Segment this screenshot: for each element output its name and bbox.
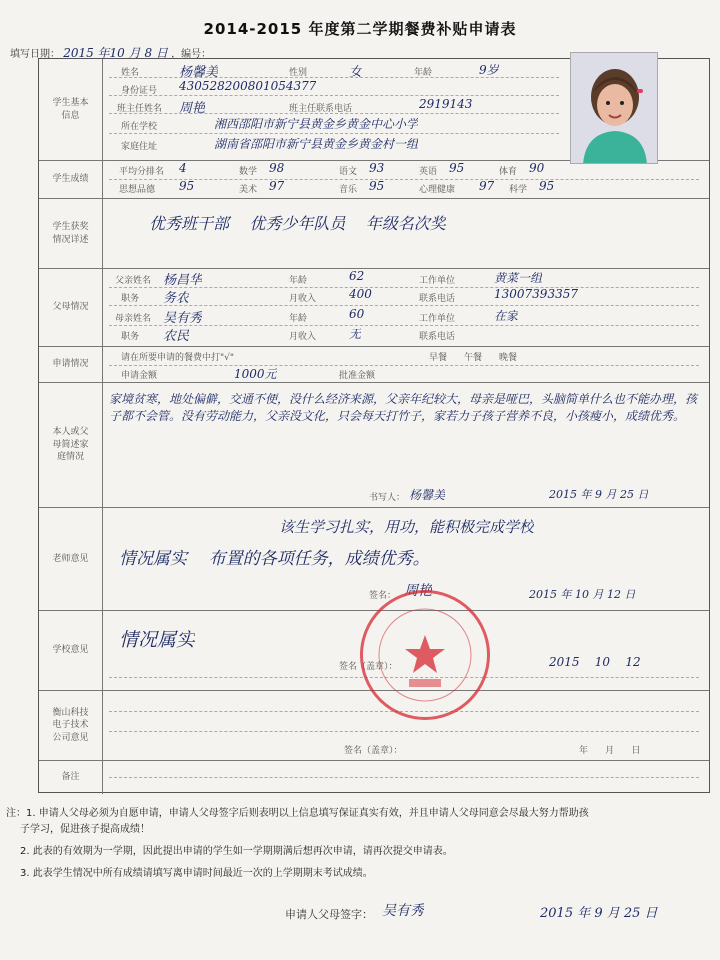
address-label: 家庭住址 [121, 142, 158, 152]
teacher-phone-label: 班主任联系电话 [289, 104, 353, 114]
section-label: 学生获奖情况详述 [39, 199, 103, 268]
teacher-sign-label: 签名： [369, 591, 397, 601]
score-label-math: 数学 [239, 167, 258, 177]
remarks-section [39, 761, 709, 794]
amount-value: 1000元 [234, 367, 277, 381]
honors-section [39, 199, 709, 269]
score-label-morality: 思想品德 [119, 185, 156, 195]
score-label-english: 英语 [419, 167, 438, 177]
id-label: 身份证号 [121, 86, 158, 96]
mother-job-label: 职务 [121, 332, 140, 342]
score-morality: 95 [179, 179, 195, 193]
father-income: 400 [349, 287, 372, 301]
family-date: 2015 年 9 月 25 日 [549, 488, 649, 501]
note-1: 注：1. 申请人父母必须为自愿申请，申请人父母签字后则表明以上信息填写保证真实有效，并且申请人父母同意会尽最大努力帮助孩 [6, 808, 589, 819]
form-title: 2014-2015 年度第二学期餐费补贴申请表 [203, 20, 517, 38]
teacher-date: 2015 年 10 月 12 日 [529, 588, 636, 601]
mother-work: 在家 [494, 309, 519, 323]
score-label-rank: 平均分排名 [119, 167, 165, 177]
note-3: 3. 此表学生情况中所有成绩请填写离申请时间最近一次的上学期期末考试成绩。 [20, 868, 373, 879]
mother-job: 农民 [163, 329, 190, 344]
section-label: 备注 [39, 761, 103, 794]
mother-age-label: 年龄 [289, 314, 308, 324]
student-photo-image [571, 53, 658, 164]
school-label: 所在学校 [121, 122, 158, 132]
school-sign-label: 签名（盖章）： [339, 662, 398, 672]
family-signer-label: 书写人： [369, 493, 406, 503]
father-age: 62 [349, 269, 365, 283]
honors-text: 优秀班干部 优秀少年队员 年级名次奖 [149, 214, 446, 233]
company-date: 年 月 日 [579, 746, 641, 756]
mother-phone-label: 联系电话 [419, 332, 456, 342]
address-value: 湖南省邵阳市新宁县黄金乡黄金村一组 [214, 137, 419, 151]
section-label: 学生成绩 [39, 161, 103, 198]
note-1-cont: 子学习，促进孩子提高成绩！ [20, 824, 150, 835]
approved-label: 批准金额 [339, 371, 376, 381]
teacher-label: 班主任姓名 [117, 104, 163, 114]
teacher-signer: 周艳 [404, 583, 432, 599]
father-job-label: 职务 [121, 294, 140, 304]
teacher-phone-value: 2919143 [419, 97, 473, 111]
father-label: 父亲姓名 [115, 276, 152, 286]
teacher-value: 周艳 [179, 101, 206, 116]
score-math: 98 [269, 161, 285, 175]
seal-icon [363, 593, 487, 717]
section-label: 父母情况 [39, 269, 103, 346]
footer-signer: 吴有秀 [382, 903, 424, 919]
mother-age: 60 [349, 307, 365, 321]
scores-section [39, 161, 709, 199]
score-label-chinese: 语文 [339, 167, 358, 177]
section-label: 本人或父母简述家庭情况 [39, 383, 103, 507]
score-label-pe: 体育 [499, 167, 518, 177]
id-value: 430528200801054377 [179, 79, 317, 93]
name-label: 姓名 [121, 68, 140, 78]
score-pe: 90 [529, 161, 545, 175]
family-text: 家境贫寒，地处偏僻，交通不便，没什么经济来源，父亲年纪较大，母亲是哑巴，头脑简单什么也不能办理，孩子都不会管。没有劳动能力，父亲没文化，只会每天打竹子，家若力子孩子营养不良，小孩瘦小，成绩优秀。 [109, 392, 698, 423]
mother-work-label: 工作单位 [419, 314, 456, 324]
family-section [39, 383, 709, 508]
mother-name: 吴有秀 [163, 311, 203, 326]
age-label: 年龄 [414, 68, 433, 78]
company-sign-label: 签名（盖章）： [344, 746, 403, 756]
parents-section [39, 269, 709, 347]
score-label-science: 科学 [509, 185, 528, 195]
school-seal-stamp [360, 590, 490, 720]
school-value: 湘西邵阳市新宁县黄金乡黄金中心小学 [214, 117, 419, 131]
father-work: 黄菜一组 [494, 271, 543, 285]
note-2: 2. 此表的有效期为一学期，因此提出申请的学生如一学期期满后想再次申请，请再次提交申请表。 [20, 846, 453, 857]
amount-label: 申请金额 [121, 371, 158, 381]
score-chinese: 93 [369, 161, 385, 175]
score-music: 95 [369, 179, 385, 193]
section-label: 学校意见 [39, 611, 103, 690]
school-opinion-text: 情况属实 [119, 629, 196, 651]
meal-lunch: 午餐 [464, 353, 483, 363]
score-art: 97 [269, 179, 285, 193]
score-label-psych: 心理健康 [419, 185, 456, 195]
score-label-art: 美术 [239, 185, 258, 195]
student-name: 杨馨美 [179, 65, 219, 80]
gender-value: 女 [349, 65, 363, 80]
score-rank: 4 [179, 161, 187, 175]
meal-breakfast: 早餐 [429, 353, 448, 363]
father-name: 杨昌华 [163, 273, 203, 288]
score-science: 95 [539, 179, 555, 193]
footer-date: 2015 年 9 月 25 日 [540, 906, 658, 921]
father-phone-label: 联系电话 [419, 294, 456, 304]
father-job: 务农 [163, 291, 190, 306]
score-english: 95 [449, 161, 465, 175]
section-label: 申请情况 [39, 347, 103, 382]
section-label: 老师意见 [39, 508, 103, 610]
father-income-label: 月收入 [289, 294, 317, 304]
teacher-opinion-line2: 情况属实 布置的各项任务，成绩优秀。 [119, 549, 430, 569]
mother-income-label: 月收入 [289, 332, 317, 342]
father-phone: 13007393357 [494, 287, 578, 301]
meal-instruction: 请在所要申请的餐费中打"√" [121, 353, 235, 363]
section-label: 衡山科技电子技术公司意见 [39, 691, 103, 760]
mother-income: 无 [349, 327, 362, 341]
school-date: 2015 10 12 [549, 655, 641, 669]
mother-label: 母亲姓名 [115, 314, 152, 324]
apply-section [39, 347, 709, 383]
notes-block [6, 806, 589, 882]
section-label: 学生基本信息 [39, 59, 103, 160]
family-signer: 杨馨美 [409, 488, 446, 502]
age-value: 9岁 [479, 63, 499, 77]
footer-sign-label: 申请人父母签字： [285, 908, 373, 921]
student-photo [570, 52, 658, 164]
date-label: 填写日期： [10, 49, 60, 60]
father-work-label: 工作单位 [419, 276, 456, 286]
score-psych: 97 [479, 179, 495, 193]
date-value: 2015 年10 月 8 日 [63, 46, 168, 60]
meal-dinner: 晚餐 [499, 353, 518, 363]
gender-label: 性别 [289, 68, 308, 78]
number-label: ，编号： [171, 49, 212, 60]
teacher-opinion-line1: 该生学习扎实，用功，能积极完成学校 [279, 518, 535, 536]
score-label-music: 音乐 [339, 185, 358, 195]
father-age-label: 年龄 [289, 276, 308, 286]
